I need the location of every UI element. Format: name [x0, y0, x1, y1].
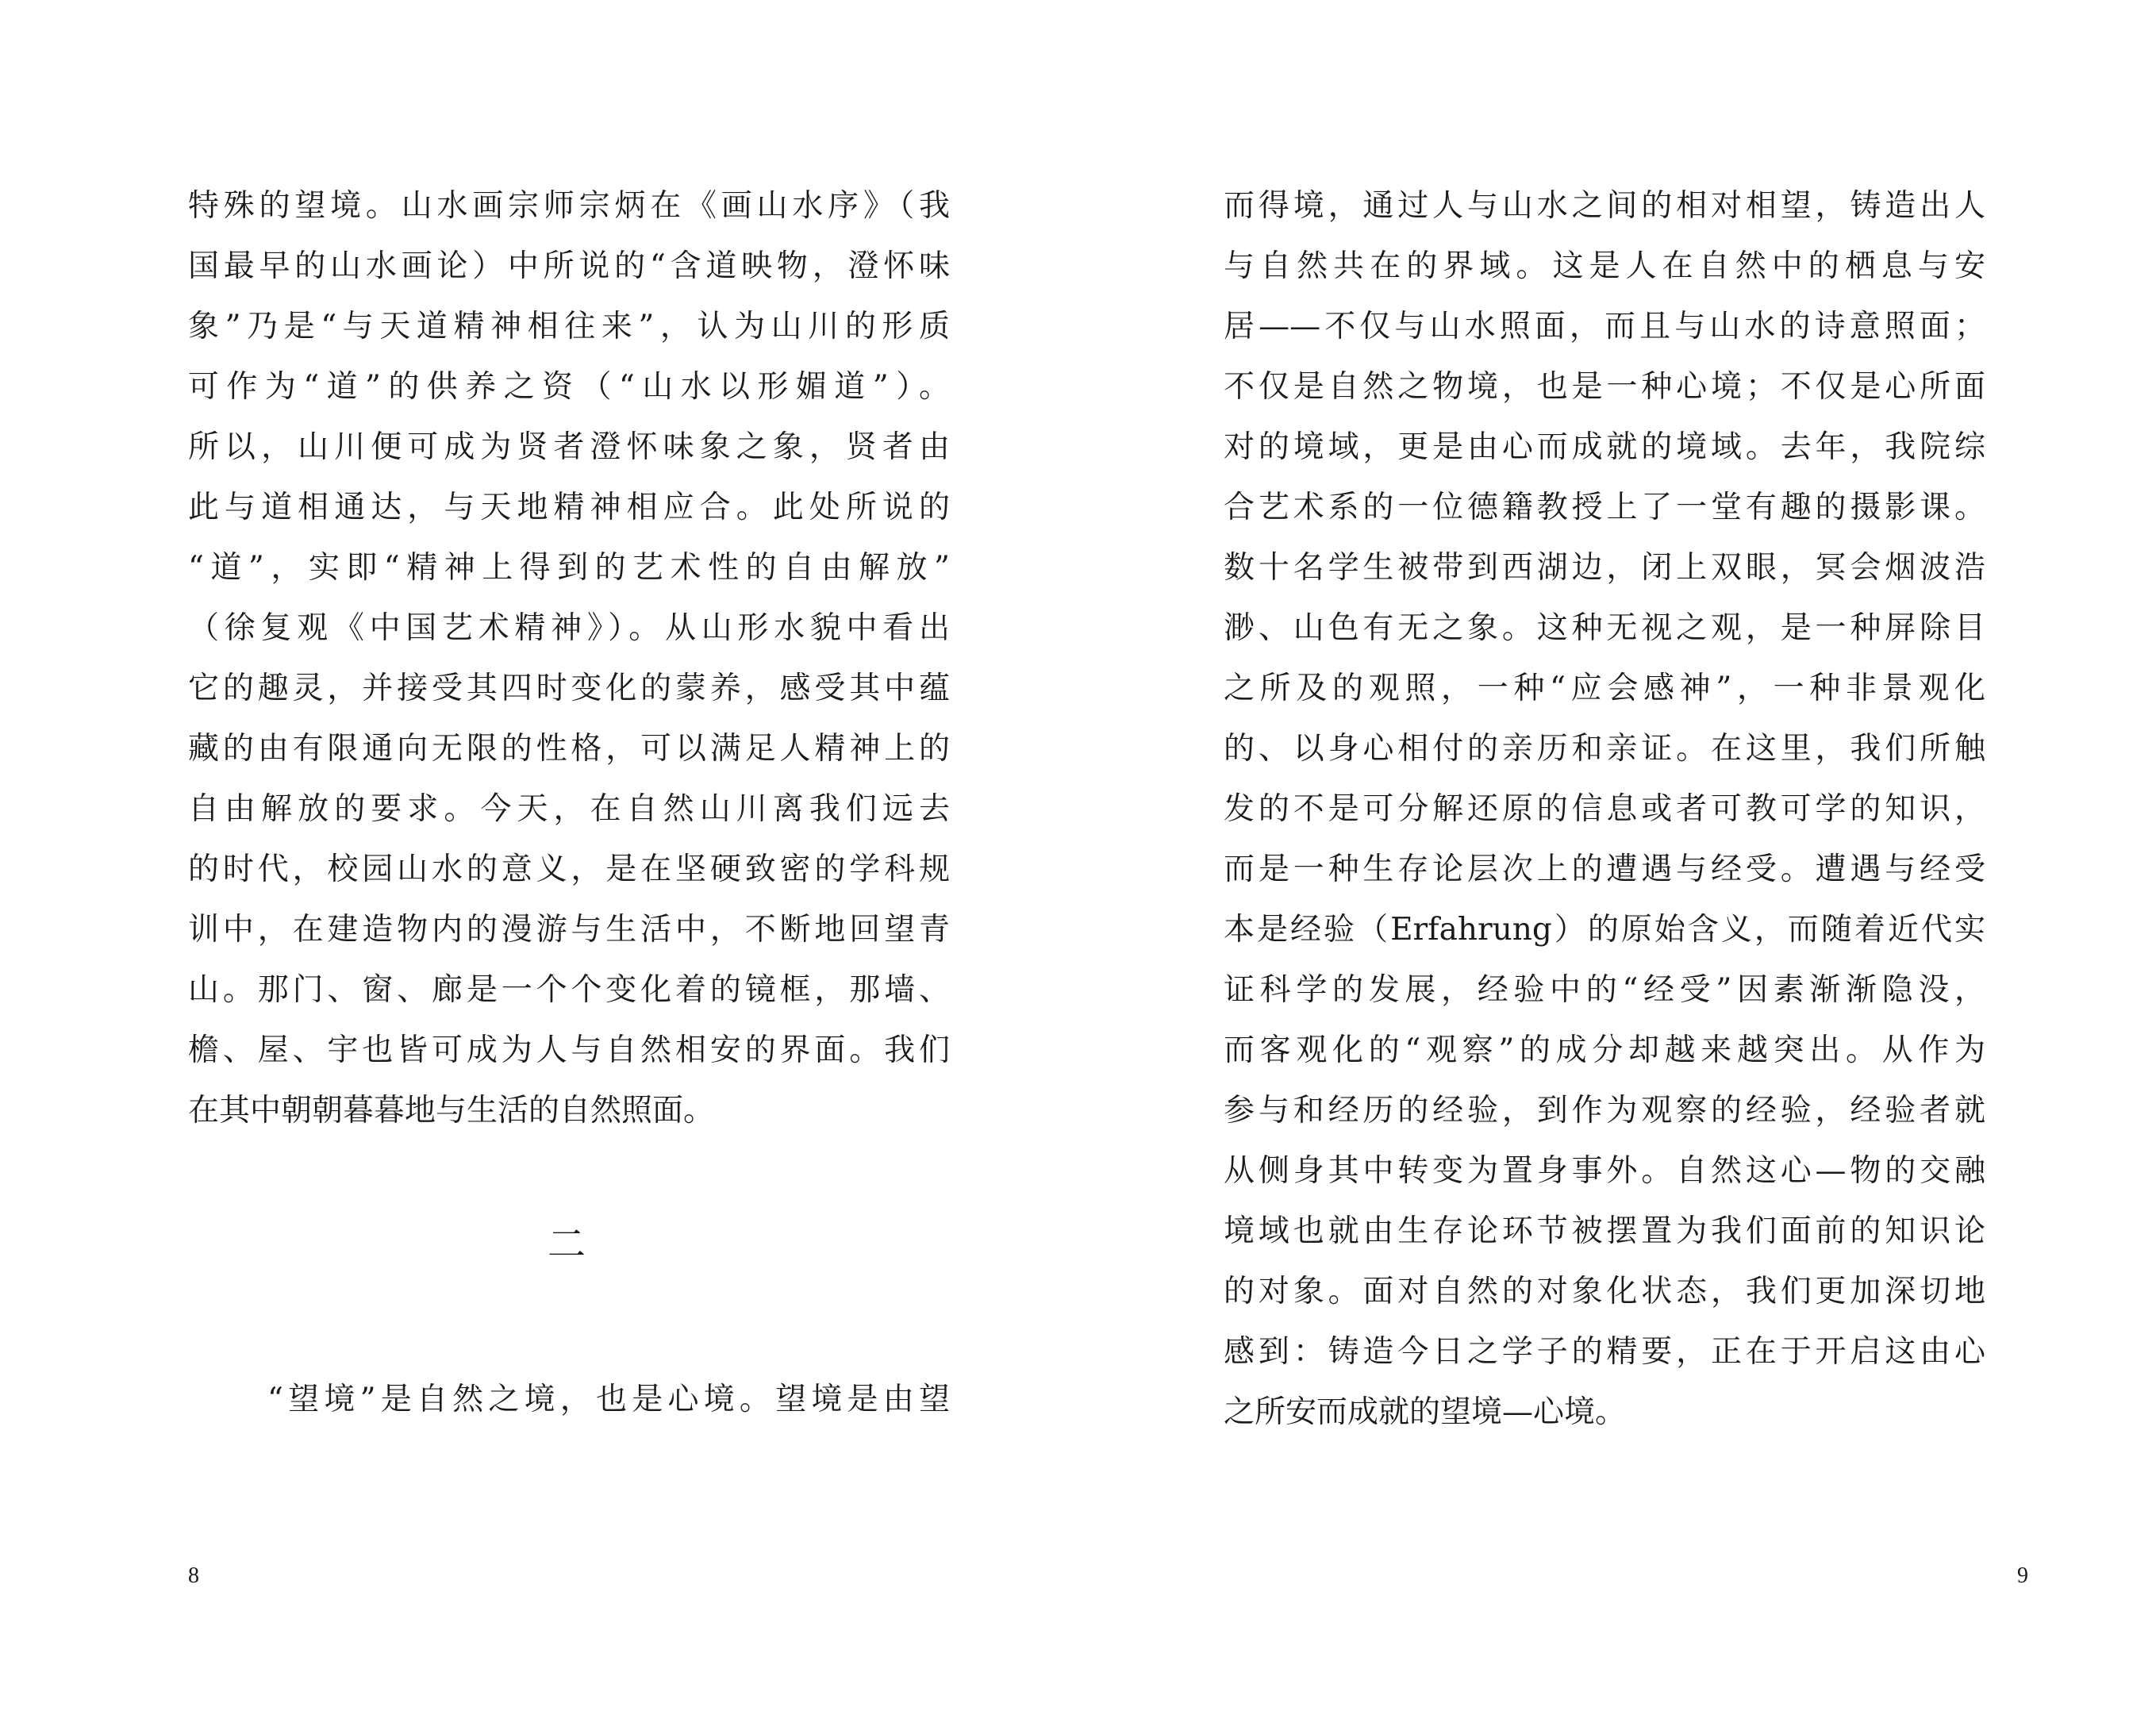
text-line: 参与和经历的经验，到作为观察的经验，经验者就: [1224, 1093, 1985, 1128]
text-line: 的、以身心相付的亲历和亲证。在这里，我们所触: [1224, 731, 1985, 767]
text-line: 的对象。面对自然的对象化状态，我们更加深切地: [1224, 1274, 1985, 1309]
text-line: 檐、屋、宇也皆可成为人与自然相安的界面。我们: [188, 1032, 950, 1068]
text-line: 合艺术系的一位德籍教授上了一堂有趣的摄影课。: [1224, 490, 1985, 525]
text-line: 在其中朝朝暮暮地与生活的自然照面。: [188, 1093, 715, 1128]
text-line: 特殊的望境。山水画宗师宗炳在《画山水序》（我: [188, 188, 950, 224]
text-line: （徐复观《中国艺术精神》）。从山形水貌中看出: [188, 610, 950, 646]
text-line: 数十名学生被带到西湖边，闭上双眼，冥会烟波浩: [1224, 550, 1985, 586]
text-line: 此与道相通达，与天地精神相应合。此处所说的: [188, 490, 950, 525]
text-line: 与自然共在的界域。这是人在自然中的栖息与安: [1224, 248, 1985, 284]
text-line: 训中，在建造物内的漫游与生活中，不断地回望青: [188, 912, 950, 948]
text-line: 可作为“道”的供养之资（“山水以形媚道”）。: [188, 369, 950, 405]
text-line: 证科学的发展，经验中的“经受”因素渐渐隐没，: [1224, 972, 1985, 1008]
text-line: 居——不仅与山水照面，而且与山水的诗意照面；: [1224, 309, 1985, 344]
right-page: [1078, 0, 2156, 1734]
text-line: 渺、山色有无之象。这种无视之观，是一种屏除目: [1224, 610, 1985, 646]
text-line: 对的境域，更是由心而成就的境域。去年，我院综: [1224, 429, 1985, 465]
page-number: 9: [2017, 1563, 2028, 1588]
text-line: “望境”是自然之境，也是心境。望境是由望: [267, 1382, 950, 1417]
text-line: 本是经验（Erfahrung）的原始含义，而随着近代实: [1224, 912, 1985, 948]
section-heading: 二: [548, 1222, 586, 1267]
page-number: 8: [188, 1563, 199, 1588]
text-line: 之所及的观照，一种“应会感神”，一种非景观化: [1224, 671, 1985, 706]
text-line: 它的趣灵，并接受其四时变化的蒙养，感受其中蕴: [188, 671, 950, 706]
text-line: 而得境，通过人与山水之间的相对相望，铸造出人: [1224, 188, 1985, 224]
text-line: 山。那门、窗、廊是一个个变化着的镜框，那墙、: [188, 972, 950, 1008]
text-line: 象”乃是“与天道精神相往来”，认为山川的形质: [188, 309, 950, 344]
text-line: 自由解放的要求。今天，在自然山川离我们远去: [188, 791, 950, 827]
text-line: 而是一种生存论层次上的遭遇与经受。遭遇与经受: [1224, 852, 1985, 887]
left-page-tail: [188, 1370, 950, 1430]
text-line: 不仅是自然之物境，也是一种心境；不仅是心所面: [1224, 369, 1985, 405]
text-line: 境域也就由生存论环节被摆置为我们面前的知识论: [1224, 1213, 1985, 1249]
text-line: 之所安而成就的望境—心境。: [1224, 1394, 1627, 1430]
text-line: 感到：铸造今日之学子的精要，正在于开启这由心: [1224, 1334, 1985, 1370]
text-line: 国最早的山水画论）中所说的“含道映物，澄怀味: [188, 248, 950, 284]
left-page-body: [188, 176, 950, 1141]
text-line: 的时代，校园山水的意义，是在坚硬致密的学科规: [188, 852, 950, 887]
text-line: 藏的由有限通向无限的性格，可以满足人精神上的: [188, 731, 950, 767]
text-line: 而客观化的“观察”的成分却越来越突出。从作为: [1224, 1032, 1985, 1068]
text-line: 从侧身其中转变为置身事外。自然这心—物的交融: [1224, 1153, 1985, 1189]
text-line: “道”，实即“精神上得到的艺术性的自由解放”: [188, 550, 950, 586]
text-line: 发的不是可分解还原的信息或者可教可学的知识，: [1224, 791, 1985, 827]
right-page-body: [1224, 176, 1985, 1443]
text-line: 所以，山川便可成为贤者澄怀味象之象，贤者由: [188, 429, 950, 465]
